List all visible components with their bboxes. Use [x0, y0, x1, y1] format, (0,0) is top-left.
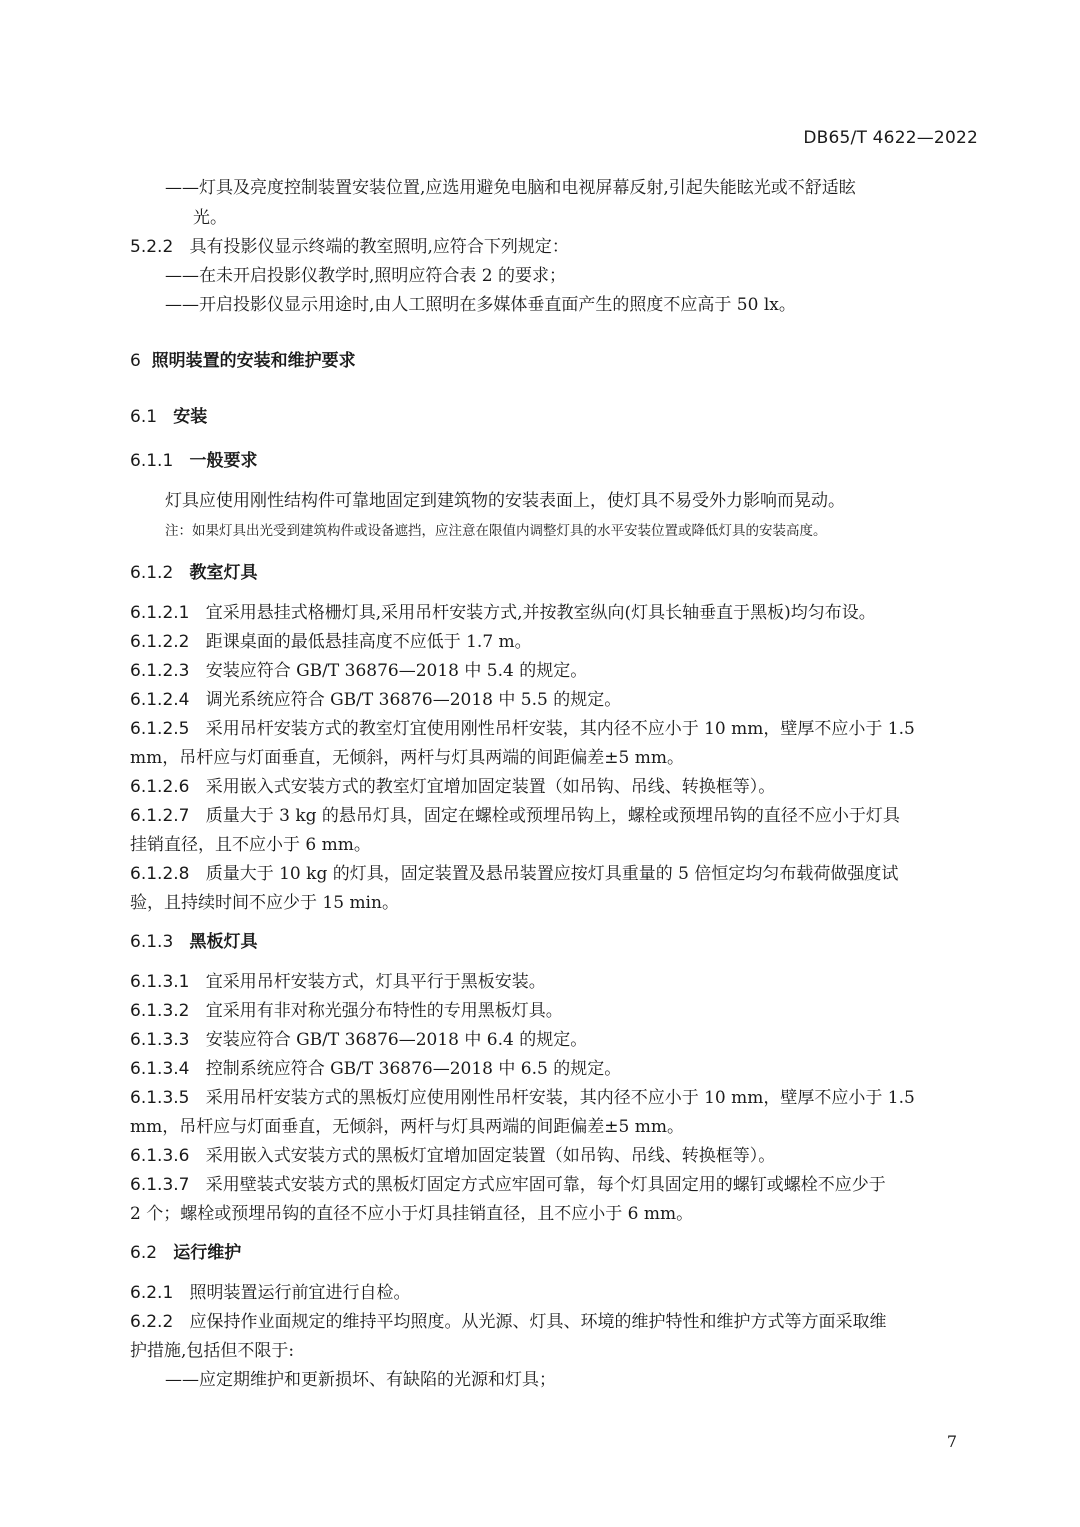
clause-continuation: 挂销直径，且不应小于 6 mm。 [130, 835, 371, 855]
clause-text: 安装应符合 GB/T 36876—2018 中 6.4 的规定。 [205, 1030, 588, 1050]
clause-text: 具有投影仪显示终端的教室照明,应符合下列规定： [189, 237, 569, 257]
section-title: 照明装置的安装和维护要求 [151, 351, 356, 371]
note: 注：如果灯具出光受到建筑构件或设备遮挡，应注意在限值内调整灯具的水平安装位置或降低灯具的安装高度。 [165, 523, 827, 539]
clause-text: 距课桌面的最低悬挂高度不应低于 1.7 m。 [205, 632, 532, 652]
clause-text: 调光系统应符合 GB/T 36876—2018 中 5.5 的规定。 [205, 690, 622, 710]
clause-number: 6.1.2.1 [130, 603, 190, 623]
clause-number: 6.1.3.7 [130, 1175, 190, 1195]
clause-6-1-3-5 [130, 1086, 915, 1110]
list-item-continuation: 光。 [193, 208, 227, 228]
clause-6-2-2 [130, 1310, 886, 1334]
clause-number: 6.1.2.3 [130, 661, 190, 681]
clause-6-1-2-4 [130, 688, 621, 712]
clause-6-1-2-3 [130, 659, 587, 683]
section-title: 安装 [173, 407, 208, 427]
page-number: 7 [946, 1432, 957, 1451]
paragraph: 灯具应使用刚性结构件可靠地固定到建筑物的安装表面上，使灯具不易受外力影响而晃动。 [165, 491, 845, 511]
clause-text: 宜采用有非对称光强分布特性的专用黑板灯具。 [205, 1001, 563, 1021]
clause-text: 采用壁装式安装方式的黑板灯固定方式应牢固可靠，每个灯具固定用的螺钉或螺栓不应少于 [205, 1175, 886, 1195]
clause-6-1-2-5 [130, 717, 915, 741]
section-heading-6-1-3 [130, 930, 257, 954]
clause-text: 采用嵌入式安装方式的黑板灯宜增加固定装置（如吊钩、吊线、转换框等）。 [205, 1146, 776, 1166]
clause-6-1-3-7 [130, 1173, 886, 1197]
clause-number: 6.1.3.3 [130, 1030, 190, 1050]
clause-text: 照明装置运行前宜进行自检。 [189, 1283, 411, 1303]
clause-text: 宜采用吊杆安装方式，灯具平行于黑板安装。 [205, 972, 546, 992]
section-heading-6-2 [130, 1241, 241, 1265]
clause-5-2-2 [130, 235, 569, 259]
clause-6-1-2-8 [130, 862, 898, 886]
section-number: 6.1.1 [130, 451, 174, 471]
list-item: ——在未开启投影仪教学时,照明应符合表 2 的要求； [165, 266, 567, 286]
section-heading-6-1-2 [130, 561, 257, 585]
section-heading-6 [130, 349, 356, 373]
clause-text: 宜采用悬挂式格栅灯具,采用吊杆安装方式,并按教室纵向(灯具长轴垂直于黑板)均匀布设。 [205, 603, 876, 623]
clause-text: 采用吊杆安装方式的黑板灯应使用刚性吊杆安装，其内径不应小于 10 mm，壁厚不应小于 1.5 [205, 1088, 915, 1108]
section-number: 6.2 [130, 1243, 158, 1263]
clause-continuation: 护措施,包括但不限于: [130, 1341, 295, 1361]
clause-text: 采用吊杆安装方式的教室灯宜使用刚性吊杆安装，其内径不应小于 10 mm，壁厚不应小于 1.5 [205, 719, 915, 739]
clause-number: 6.1.2.5 [130, 719, 190, 739]
section-title: 黑板灯具 [189, 932, 258, 952]
clause-number: 6.1.2.7 [130, 806, 190, 826]
clause-6-1-2-7 [130, 804, 900, 828]
clause-6-1-3-2 [130, 999, 563, 1023]
section-number: 6 [130, 351, 141, 371]
section-number: 6.1.3 [130, 932, 174, 952]
clause-text: 采用嵌入式安装方式的教室灯宜增加固定装置（如吊钩、吊线、转换框等）。 [205, 777, 776, 797]
clause-text: 安装应符合 GB/T 36876—2018 中 5.4 的规定。 [205, 661, 588, 681]
clause-text: 控制系统应符合 GB/T 36876—2018 中 6.5 的规定。 [205, 1059, 622, 1079]
clause-6-1-2-1 [130, 601, 876, 625]
clause-continuation: 验，且持续时间不应少于 15 min。 [130, 893, 399, 913]
clause-number: 6.2.2 [130, 1312, 174, 1332]
clause-number: 6.2.1 [130, 1283, 174, 1303]
list-item: ——开启投影仪显示用途时,由人工照明在多媒体垂直面产生的照度不应高于 50 lx。 [165, 295, 796, 315]
list-item: ——应定期维护和更新损坏、有缺陷的光源和灯具； [165, 1370, 556, 1390]
section-heading-6-1-1 [130, 449, 257, 473]
clause-number: 6.1.2.4 [130, 690, 190, 710]
section-number: 6.1 [130, 407, 158, 427]
clause-continuation: mm，吊杆应与灯面垂直，无倾斜，两杆与灯具两端的间距偏差±5 mm。 [130, 1117, 684, 1137]
clause-number: 6.1.3.1 [130, 972, 190, 992]
section-number: 6.1.2 [130, 563, 174, 583]
clause-6-1-2-6 [130, 775, 775, 799]
clause-continuation: mm，吊杆应与灯面垂直，无倾斜，两杆与灯具两端的间距偏差±5 mm。 [130, 748, 684, 768]
clause-6-1-3-4 [130, 1057, 621, 1081]
clause-6-2-1 [130, 1281, 410, 1305]
section-title: 一般要求 [189, 451, 258, 471]
clause-number: 6.1.2.6 [130, 777, 190, 797]
clause-6-1-3-3 [130, 1028, 587, 1052]
clause-number: 5.2.2 [130, 237, 174, 257]
clause-6-1-2-2 [130, 630, 532, 654]
clause-number: 6.1.2.8 [130, 864, 190, 884]
clause-6-1-3-6 [130, 1144, 775, 1168]
section-title: 教室灯具 [189, 563, 258, 583]
section-heading-6-1 [130, 405, 207, 429]
clause-text: 质量大于 3 kg 的悬吊灯具，固定在螺栓或预埋吊钩上，螺栓或预埋吊钩的直径不应小于灯具 [205, 806, 900, 826]
clause-continuation: 2 个；螺栓或预埋吊钩的直径不应小于灯具挂销直径，且不应小于 6 mm。 [130, 1204, 694, 1224]
clause-text: 质量大于 10 kg 的灯具，固定装置及悬吊装置应按灯具重量的 5 倍恒定均匀布载荷做强度试 [205, 864, 899, 884]
clause-text: 应保持作业面规定的维持平均照度。从光源、灯具、环境的维护特性和维护方式等方面采取维 [189, 1312, 887, 1332]
clause-number: 6.1.2.2 [130, 632, 190, 652]
clause-number: 6.1.3.2 [130, 1001, 190, 1021]
section-title: 运行维护 [173, 1243, 242, 1263]
document-code: DB65/T 4622—2022 [803, 128, 978, 148]
clause-number: 6.1.3.5 [130, 1088, 190, 1108]
clause-number: 6.1.3.4 [130, 1059, 190, 1079]
clause-number: 6.1.3.6 [130, 1146, 190, 1166]
list-item: ——灯具及亮度控制装置安装位置,应选用避免电脑和电视屏幕反射,引起失能眩光或不舒适眩 [165, 178, 856, 198]
clause-6-1-3-1 [130, 970, 546, 994]
